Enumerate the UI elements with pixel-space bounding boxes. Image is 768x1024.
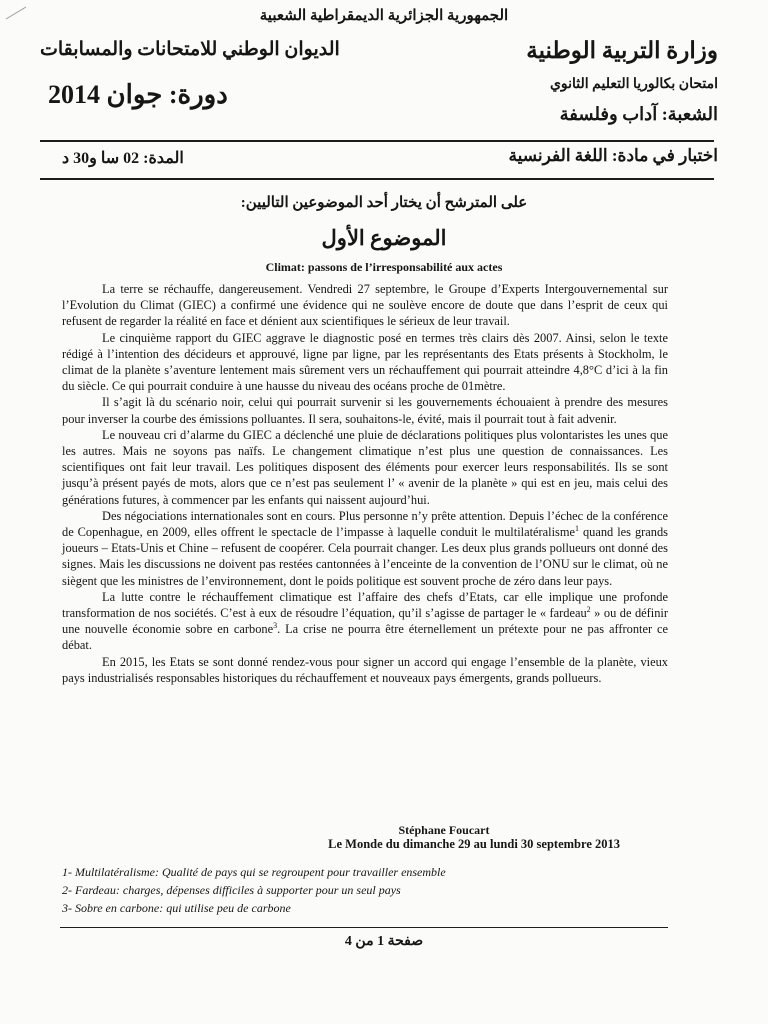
paragraph-6-part-b: » ou de définir une nouvelle économie sobre en carbone — [62, 606, 668, 637]
paragraph-2: Le cinquième rapport du GIEC aggrave le diagnostic posé en termes très clairs dès 2007. Ainsi, selon le texte rédigé à l’intention des décideurs et approuvé, ligne par ligne, par les représentants des Etats présents à Stockholm, le climat de la planète s’aventure lentement mais sûrement vers un réchauffement qui pourrait atteindre 4,8°C d’ici à la fin du siècle. Ce qui pourrait conduire à une hausse du niveau des océans proche de 01mètre. — [62, 330, 668, 394]
header-divider-bottom — [40, 178, 714, 180]
exam-subject: اختبار في مادة: اللغة الفرنسية — [508, 146, 718, 165]
paragraph-6-part-a: La lutte contre le réchauffement climatique est l’affaire des chefs d’Etats, car elle implique une profonde transformation de nos sociétés. C’est à eux de résoudre l’équation, qu’il s’agisse de partager le « fardeau — [62, 589, 668, 621]
page-number: صفحة 1 من 4 — [344, 934, 424, 949]
exam-office-title: الديوان الوطني للامتحانات والمسابقات — [40, 39, 340, 60]
footnote-1: 1- Multilatéralisme: Qualité de pays qui se regroupent pour travailler ensemble — [62, 865, 446, 879]
article-source: Le Monde du dimanche 29 au lundi 30 septembre 2013 — [328, 837, 620, 851]
article-title: Climat: passons de l’irresponsabilité aux actes — [265, 260, 503, 274]
footnote-ref-1: 1 — [575, 523, 579, 533]
paragraph-5 — [62, 508, 668, 589]
paragraph-7: En 2015, les Etats se sont donné rendez-vous pour signer un accord qui engage l’ensemble de la planète, vieux pays industrialisés responsables historiques du réchauffement et nouveaux pays émergents, grands pollueurs. — [62, 654, 668, 685]
article-body — [62, 281, 668, 686]
republic-header: الجمهورية الجزائرية الديمقراطية الشعبية — [259, 8, 509, 24]
article-author: Stéphane Foucart — [398, 823, 490, 837]
paragraph-4: Le nouveau cri d’alarme du GIEC a déclenché une pluie de déclarations politiques plus volontaristes les unes que les autres. Mais ne soyons pas naïfs. Le changement climatique n’est plus une question de connaissances. Les scientifiques ont fait leur travail. Les politiques disposent des éléments pour exercer leurs responsabilités. Ils se sont jusqu’à présent payés de mots, alors que ce n’est pas seulement l’ « avenir de la planète » qui est en jeu, mais celui des générations futures, à commencer par les enfants qui naissent aujourd’hui. — [62, 427, 668, 507]
footnotes — [62, 863, 446, 917]
candidate-instruction: على المترشح أن يختار أحد الموضوعين التاليين: — [240, 195, 528, 211]
paragraph-5-part-b: quand les grands joueurs – Etats-Unis et Chine – refusent de coopérer. Cela pourrait changer. Les deux plus grands pollueurs ont donné des signes. Mais les discussions ne doivent pas restées cantonnées à l’enceinte de la convention de l’ONU sur le climat, où ne siègent que les ministres de l’environnement, dont le poids politique est souvent proche de zéro dans leur pays. — [62, 525, 668, 588]
footer-divider — [60, 927, 668, 928]
exam-session: دورة: جوان 2014 — [48, 80, 228, 109]
header-divider-top — [40, 140, 714, 142]
exam-branch: الشعبة: آداب وفلسفة — [559, 104, 718, 124]
paragraph-3: Il s’agit là du scénario noir, celui qui pourrait survenir si les gouvernements échouaient à prendre des mesures pour inverser la courbe des émissions polluantes. Il sera, souhaitons-le, évité, mais il pourrait tout à fait advenir. — [62, 395, 668, 426]
footnote-ref-2: 2 — [586, 604, 591, 614]
footnote-2: 2- Fardeau: charges, dépenses difficiles à supporter pour un seul pays — [62, 883, 401, 897]
ministry-title: وزارة التربية الوطنية — [526, 38, 718, 63]
paragraph-6-part-c: . La crise ne pourra être éternellement un prétexte pour ne pas affronter ce débat. — [62, 622, 669, 653]
paragraph-6 — [62, 589, 668, 654]
paragraph-1: La terre se réchauffe, dangereusement. Vendredi 27 septembre, le Groupe d’Experts Intergouvernemental sur l’Evolution du Climat (GIEC) a confirmé une évidence qui ne soulève encore de doute que dans l’esprit de ceux qui refusent de regarder la réalité en face et dénient aux scientifiques le sérieux de leur travail. — [62, 282, 668, 329]
exam-name: امتحان بكالوريا التعليم الثانوي — [549, 77, 718, 92]
footnote-ref-3: 3 — [273, 621, 278, 631]
exam-duration: المدة: 02 سا و30 د — [62, 150, 184, 167]
footnote-3: 3- Sobre en carbone: qui utilise peu de carbone — [62, 901, 291, 915]
paragraph-5-part-a: Des négociations internationales sont en cours. Plus personne n’y prête attention. Depuis l’échec de la conférence de Copenhague, en 2009, elles offrent le spectacle de l’impasse à laquelle conduit le multilatéralisme — [62, 508, 668, 540]
topic-heading: الموضوع الأول — [321, 226, 447, 250]
